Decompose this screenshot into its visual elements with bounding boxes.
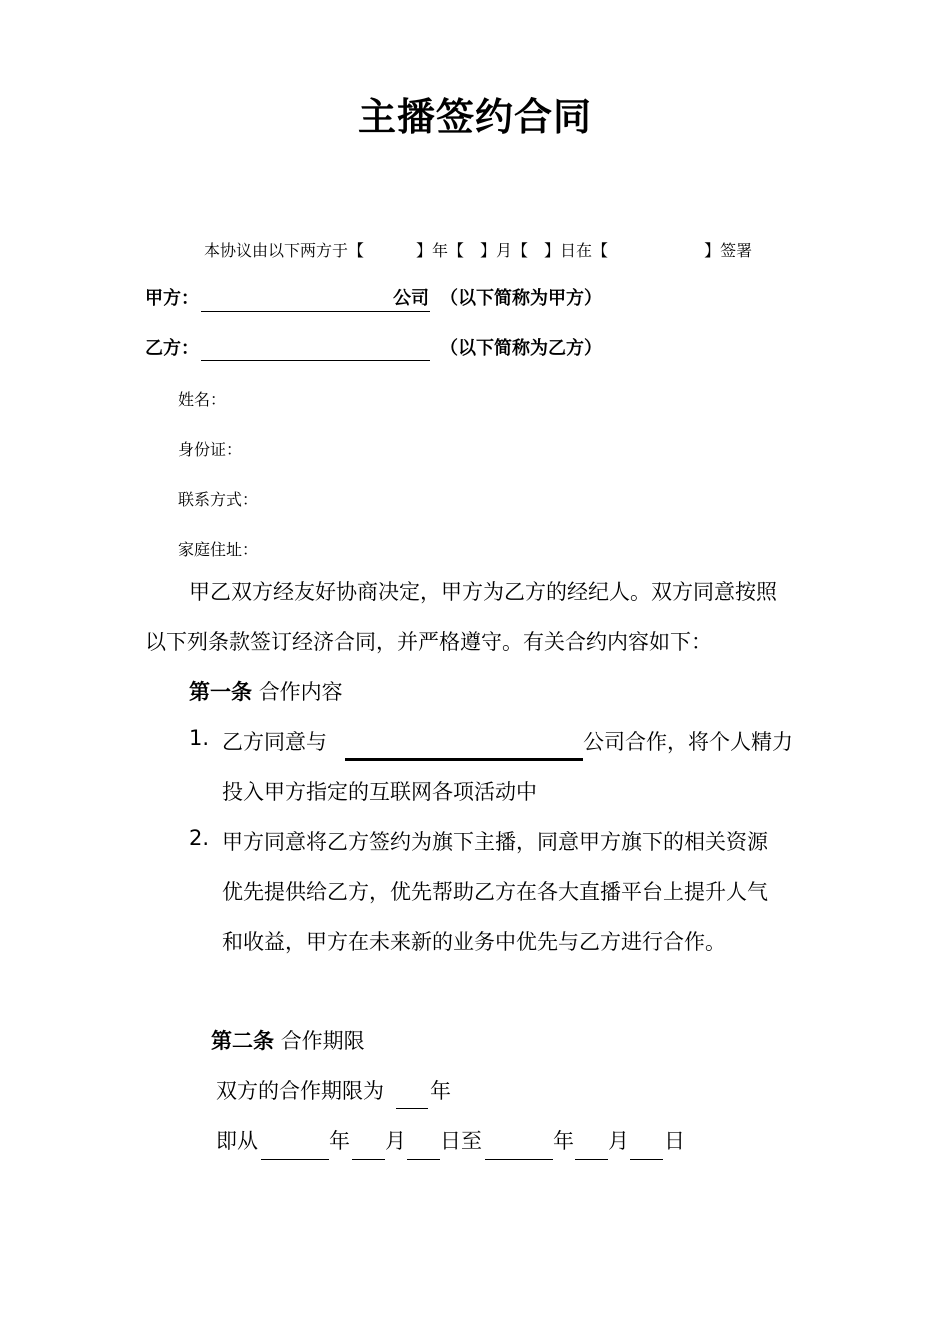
item-1-number: 1. (189, 726, 210, 750)
term-before: 双方的合作期限为 (216, 1079, 384, 1103)
item-2-line-3: 和收益，甲方在未来新的业务中优先与乙方进行合作。 (222, 930, 726, 954)
field-name: 姓名： (178, 390, 227, 409)
field-contact: 联系方式： (178, 490, 259, 509)
party-b-name-blank[interactable] (201, 336, 430, 361)
end-year-label: 年 (553, 1129, 574, 1153)
end-month-label: 月 (608, 1129, 629, 1153)
from-label: 即从 (216, 1129, 258, 1153)
start-month-blank[interactable] (352, 1135, 385, 1160)
end-year-blank[interactable] (485, 1135, 553, 1160)
intro-line (204, 238, 752, 261)
intro-suffix: 】签署 (704, 241, 753, 260)
field-id-card: 身份证： (178, 440, 243, 459)
end-month-blank[interactable] (575, 1135, 608, 1160)
end-day-label: 日 (664, 1129, 685, 1153)
start-year-label: 年 (329, 1129, 350, 1153)
item-2-line-1: 甲方同意将乙方签约为旗下主播，同意甲方旗下的相关资源 (222, 830, 768, 854)
preamble-line-1: 甲乙双方经友好协商决定，甲方为乙方的经纪人。双方同意按照 (189, 580, 777, 604)
item-1-company-blank[interactable] (345, 734, 583, 761)
party-b-note: （以下简称为乙方） (440, 338, 602, 359)
intro-day: 】日在【 (544, 241, 609, 260)
term-after: 年 (430, 1079, 451, 1103)
item-2-line-2: 优先提供给乙方，优先帮助乙方在各大直播平台上提升人气 (222, 880, 768, 904)
article-2-heading (211, 1025, 365, 1055)
contract-title: 主播签约合同 (357, 95, 592, 139)
party-b-label: 乙方： (145, 338, 199, 359)
item-2-number: 2. (189, 826, 210, 850)
start-day-blank[interactable] (407, 1135, 440, 1160)
article-2-title: 合作期限 (280, 1029, 365, 1053)
start-year-blank[interactable] (261, 1135, 329, 1160)
article-1-title: 合作内容 (258, 680, 343, 704)
article-1-heading (189, 676, 343, 706)
intro-year: 】年【 (416, 241, 465, 260)
party-a-note: （以下简称为甲方） (440, 288, 602, 309)
article-1-number: 第一条 (189, 680, 252, 704)
item-1-line-2: 投入甲方指定的互联网各项活动中 (222, 780, 537, 804)
intro-month: 】月【 (480, 241, 529, 260)
term-years-blank[interactable] (396, 1084, 428, 1109)
field-address: 家庭住址： (178, 540, 259, 559)
preamble-line-2: 以下列条款签订经济合同，并严格遵守。有关合约内容如下： (145, 630, 712, 654)
party-a-label: 甲方： (145, 288, 199, 309)
day-to-label: 日至 (440, 1129, 482, 1153)
item-1-before: 乙方同意与 (222, 730, 327, 754)
intro-prefix: 本协议由以下两方于【 (204, 241, 365, 260)
start-month-label: 月 (385, 1129, 406, 1153)
item-1-after: 公司合作，将个人精力 (583, 730, 793, 754)
article-2-number: 第二条 (211, 1029, 274, 1053)
end-day-blank[interactable] (630, 1135, 663, 1160)
party-a-company: 公司 (393, 288, 429, 309)
